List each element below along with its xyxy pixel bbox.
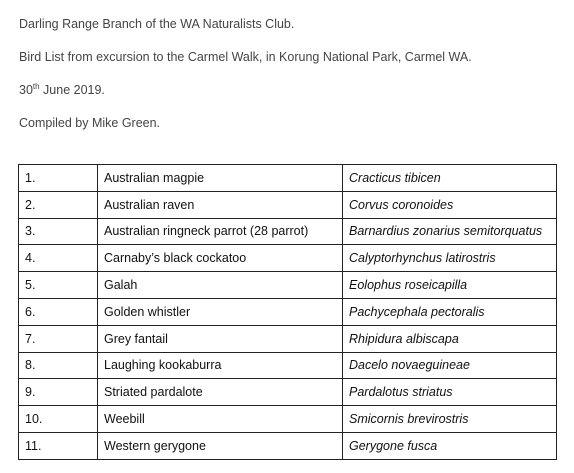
common-name: Australian magpie [98,165,343,192]
row-number: 11. [19,432,98,459]
scientific-name: Corvus coronoides [343,191,557,218]
row-number: 7. [19,325,98,352]
scientific-name: Smicornis brevirostris [343,406,557,433]
common-name: Carnaby’s black cockatoo [98,245,343,272]
date-day: 30 [19,83,33,97]
date-suffix: th [32,81,40,91]
common-name: Grey fantail [98,325,343,352]
scientific-name: Pardalotus striatus [343,379,557,406]
scientific-name: Barnardius zonarius semitorquatus [343,218,557,245]
table-row [19,218,557,245]
document-title: Bird List from excursion to the Carmel Walk, in Korung National Park, Carmel WA. [19,50,472,64]
row-number: 1. [19,165,98,192]
compiled-by: Compiled by Mike Green. [19,116,161,130]
row-number: 6. [19,298,98,325]
row-number: 4. [19,245,98,272]
table-row [19,298,557,325]
scientific-name: Dacelo novaeguineae [343,352,557,379]
scientific-name: Gerygone fusca [343,432,557,459]
row-number: 10. [19,406,98,433]
document-header [19,16,559,131]
scientific-name: Rhipidura albiscapa [343,325,557,352]
table-row [19,379,557,406]
row-number: 5. [19,272,98,299]
common-name: Australian raven [98,191,343,218]
table-row [19,191,557,218]
common-name: Galah [98,272,343,299]
table-row [19,272,557,299]
table-row [19,165,557,192]
table-row [19,245,557,272]
common-name: Western gerygone [98,432,343,459]
row-number: 2. [19,191,98,218]
date-month-year: June 2019. [39,83,105,97]
table-row [19,432,557,459]
table-row [19,352,557,379]
organization-name: Darling Range Branch of the WA Naturalists Club. [19,17,295,31]
table-row [19,325,557,352]
common-name: Striated pardalote [98,379,343,406]
row-number: 3. [19,218,98,245]
scientific-name: Pachycephala pectoralis [343,298,557,325]
common-name: Golden whistler [98,298,343,325]
scientific-name: Eolophus roseicapilla [343,272,557,299]
common-name: Weebill [98,406,343,433]
scientific-name: Cracticus tibicen [343,165,557,192]
row-number: 9. [19,379,98,406]
bird-list-table [18,164,557,460]
common-name: Laughing kookaburra [98,352,343,379]
excursion-date [19,82,559,98]
row-number: 8. [19,352,98,379]
common-name: Australian ringneck parrot (28 parrot) [98,218,343,245]
table-row [19,406,557,433]
scientific-name: Calyptorhynchus latirostris [343,245,557,272]
